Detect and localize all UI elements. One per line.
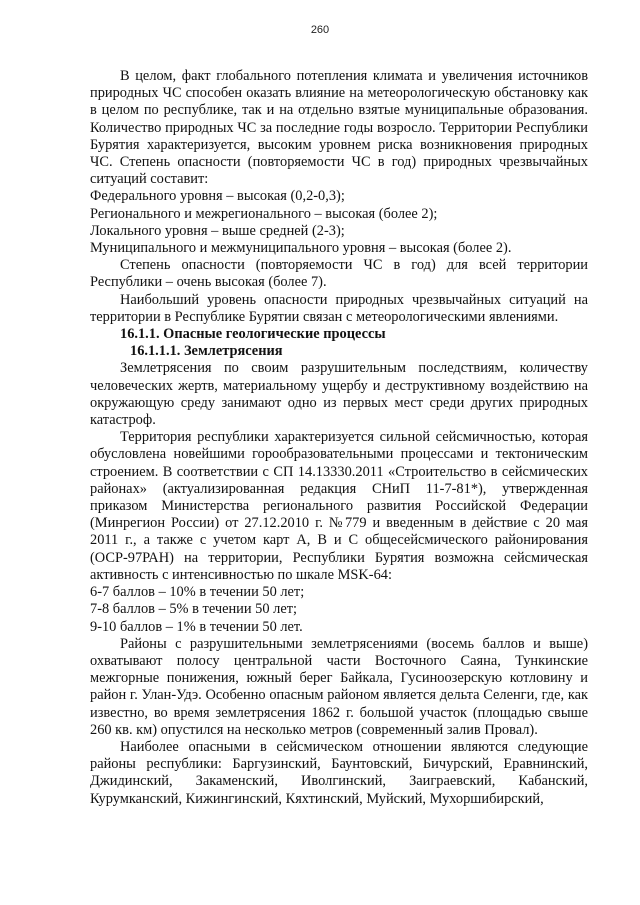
list-item-local: Локального уровня – выше средней (2-3); [90, 222, 345, 239]
list-item-federal: Федерального уровня – высокая (0,2-0,3); [90, 188, 345, 205]
paragraph-earthquakes: Землетрясения по своим разрушительным последствиям, количеству человеческих жертв, материальному ущербу и деструктивному воздействию на окружающую среду занимают одно из первых мест среди других природных катастроф. [90, 360, 588, 429]
list-item-scale-9-10: 9-10 баллов – 1% в течении 50 лет. [90, 618, 303, 635]
paragraph-danger-degree: Степень опасности (повторяемости ЧС в год) для всей территории Республики – очень высокая (более 7). [90, 257, 588, 291]
list-item-scale-6-7: 6-7 баллов – 10% в течении 50 лет; [90, 584, 305, 601]
paragraph-dangerous-districts: Наиболее опасными в сейсмическом отношении являются следующие районы республики: Баргузинский, Баунтовский, Бичурский, Еравнинский, Джидинский, Закаменский, Иволгинский, Заиграевский, Кабанский, Курумканский, Кижингинский, Кяхтинский, Муйский, Мухоршибирский, [90, 738, 588, 807]
paragraph-destructive-areas: Районы с разрушительными землетрясениями (восемь баллов и выше) охватывают полосу центральной части Восточного Саяна, Тункинские межгорные понижения, южный берег Байкала, Гусиноозерскую котловину и район г. Улан-Удэ. Особенно опасным районом является дельта Селенги, где, как известно, во время землетрясения 1862 г. большой участок (площадью свыше 260 кв. км) опустился на несколько метров (современный залив Провал). [90, 635, 588, 738]
paragraph-seismicity: Территория республики характеризуется сильной сейсмичностью, которая обусловлена новейшими горообразовательными процессами и тектоническим строением. В соответствии с СП 14.13330.2011 «Строительство в сейсмических районах» (актуализированная редакция СНиП 11-7-81*), утвержденная приказом Министерства регионального развития Российской Федерации (Минрегион России) от 27.12.2010 г. №779 и введенным в действие с 20 мая 2011 г., а также с учетом карт А, В и С общесейсмического районирования (ОСР-97РАН) на территории, Республики Бурятия возможна сейсмическая активность с интенсивностью по шкале MSK-64: [90, 429, 588, 583]
page-body [90, 68, 588, 808]
subsection-heading: 16.1.1.1. Землетрясения [130, 343, 283, 360]
paragraph-intro: В целом, факт глобального потепления климата и увеличения источников природных ЧС способен оказать влияние на метеорологическую обстановку как в целом по республике, так и на отдельно взятые муниципальные образования. Количество природных ЧС за последние годы возросло. Территории Республики Бурятия характеризуется, высоким уровнем риска возникновения природных ЧС. Степень опасности (повторяемости ЧС в год) природных чрезвычайных ситуаций составит: [90, 68, 588, 188]
page-number: 260 [310, 24, 330, 36]
list-item-regional: Регионального и межрегионального – высокая (более 2); [90, 205, 438, 222]
section-heading: 16.1.1. Опасные геологические процессы [120, 326, 386, 343]
paragraph-highest-danger: Наибольший уровень опасности природных чрезвычайных ситуаций на территории в Республике Бурятии связан с метеорологическими явлениями. [90, 291, 588, 325]
list-item-scale-7-8: 7-8 баллов – 5% в течении 50 лет; [90, 601, 298, 618]
list-item-municipal: Муниципального и межмуниципального уровня – высокая (более 2). [90, 240, 512, 257]
